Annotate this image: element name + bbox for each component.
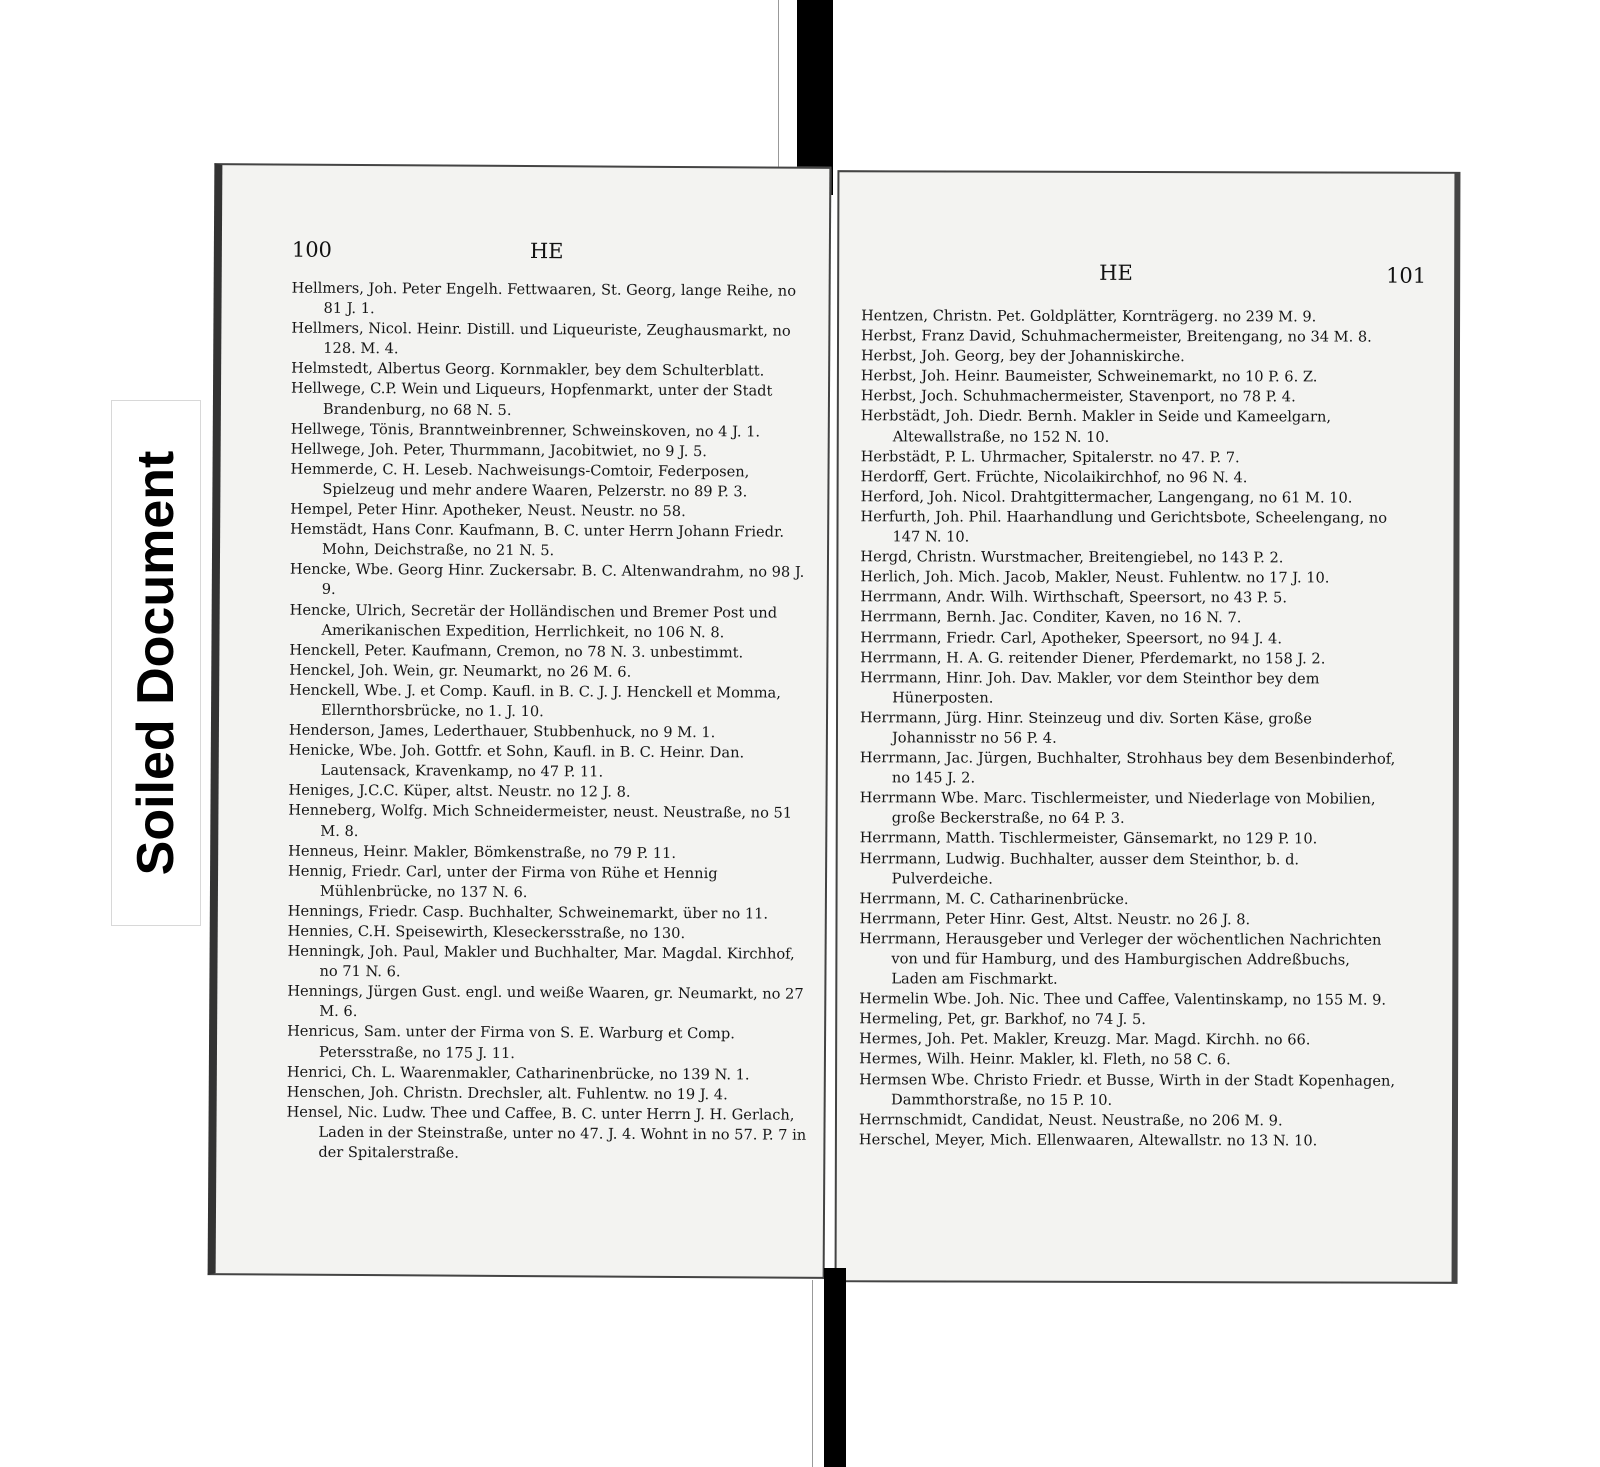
directory-entry: Herbst, Joch. Schuhmachermeister, Stavenport, no 78 P. 4. bbox=[860, 387, 1296, 406]
directory-entry: Henningk, Joh. Paul, Makler und Buchhalter, Mar. Magdal. Kirchhof, no 71 N. 6. bbox=[287, 942, 795, 981]
directory-entry: Hellwege, Tönis, Branntweinbrenner, Schweinskoven, no 4 J. 1. bbox=[290, 420, 761, 441]
page-number: 100 bbox=[291, 237, 333, 262]
directory-entry: Herbstädt, Joh. Diedr. Bernh. Makler in Seide und Kameelgarn, Altewallstraße, no 152 N. 10. bbox=[860, 407, 1332, 446]
directory-entry: Herrmann, Jac. Jürgen, Buchhalter, Strohhaus bey dem Besenbinderhof, no 145 J. 2. bbox=[859, 749, 1396, 787]
binding-strip-bottom bbox=[824, 1268, 846, 1467]
left-page bbox=[208, 163, 832, 1279]
page-number: 101 bbox=[1386, 263, 1427, 288]
directory-entry: Hellwege, C.P. Wein und Liqueurs, Hopfenmarkt, unter der Stadt Brandenburg, no 68 N. 5. bbox=[290, 380, 773, 419]
directory-entry: Henschen, Joh. Christn. Drechsler, alt. Fuhlentw. no 19 J. 4. bbox=[286, 1083, 728, 1104]
directory-entry: Herrmann, Herausgeber und Verleger der wöchentlichen Nachrichten von und für Hamburg, und des Hamburgischen Addreßbuchs, Laden am Fischmarkt. bbox=[859, 930, 1382, 988]
directory-entry: Hellmers, Nicol. Heinr. Distill. und Liqueuriste, Zeughausmarkt, no 128. M. 4. bbox=[291, 319, 791, 358]
directory-entry: Henneberg, Wolfg. Mich Schneidermeister, neust. Neustraße, no 51 M. 8. bbox=[288, 802, 793, 840]
directory-entry: Herbst, Joh. Heinr. Baumeister, Schweinemarkt, no 10 P. 6. Z. bbox=[860, 367, 1318, 386]
directory-entry: Hensel, Nic. Ludw. Thee und Caffee, B. C. unter Herrn J. H. Gerlach, Laden in der Steinstraße, unter no 47. J. 4. Wohnt in no 57. P. 7 in der Spitalerstraße. bbox=[286, 1103, 807, 1162]
directory-entry: Hermelin Wbe. Joh. Nic. Thee und Caffee, Valentinskamp, no 155 M. 9. bbox=[859, 990, 1387, 1009]
directory-entry: Hentzen, Christn. Pet. Goldplätter, Kornträgerg. no 239 M. 9. bbox=[861, 307, 1317, 326]
directory-entry: Herdorff, Gert. Früchte, Nicolaikirchhof, no 96 N. 4. bbox=[860, 467, 1248, 487]
directory-entry: Henckell, Wbe. J. et Comp. Kaufl. in B. C. J. J. Henckell et Momma, Ellernthorsbrücke, no 1. J. 10. bbox=[289, 681, 781, 721]
directory-entry: Herrmann, Matth. Tischlermeister, Gänsemarkt, no 129 P. 10. bbox=[859, 829, 1318, 848]
directory-entry: Henneus, Heinr. Makler, Bömkenstraße, no 79 P. 11. bbox=[288, 842, 677, 862]
directory-entry: Hermes, Wilh. Heinr. Makler, kl. Fleth, no 58 C. 6. bbox=[859, 1050, 1231, 1069]
directory-entry: Herrmann, Ludwig. Buchhalter, ausser dem Steinthor, b. d. Pulverdeiche. bbox=[859, 849, 1300, 888]
right-page bbox=[835, 170, 1461, 1284]
directory-entry: Hellmers, Joh. Peter Engelh. Fettwaaren, St. Georg, lange Reihe, no 81 J. 1. bbox=[291, 279, 797, 318]
page-heading: HE bbox=[1099, 260, 1133, 285]
directory-entry: Herschel, Meyer, Mich. Ellenwaaren, Altewallstr. no 13 N. 10. bbox=[858, 1131, 1318, 1150]
directory-entry: Henderson, James, Lederthauer, Stubbenhuck, no 9 M. 1. bbox=[288, 721, 716, 742]
directory-entry: Hemstädt, Hans Conr. Kaufmann, B. C. unter Herrn Johann Friedr. Mohn, Deichstraße, no 21 N. 5. bbox=[290, 520, 785, 560]
directory-entry: Hennies, C.H. Speisewirth, Kleseckersstraße, no 130. bbox=[287, 922, 686, 943]
directory-entry: Henckel, Joh. Wein, gr. Neumarkt, no 26 M. 6. bbox=[289, 661, 632, 681]
directory-entry: Hellwege, Joh. Peter, Thurmmann, Jacobitwiet, no 9 J. 5. bbox=[290, 440, 708, 460]
directory-entry: Henicke, Wbe. Joh. Gottfr. et Sohn, Kaufl. in B. C. Heinr. Dan. Lautensack, Kravenkamp, no 47 P. 11. bbox=[288, 741, 745, 781]
directory-entry: Herrmann, H. A. G. reitender Diener, Pferdemarkt, no 158 J. 2. bbox=[860, 648, 1326, 668]
directory-entry: Henricus, Sam. unter der Firma von S. E. Warburg et Comp. Petersstraße, no 175 J. 11. bbox=[287, 1023, 735, 1062]
directory-entry: Herrmann, Andr. Wilh. Wirthschaft, Speersort, no 43 P. 5. bbox=[860, 588, 1288, 607]
directory-entry: Hergd, Christn. Wurstmacher, Breitengiebel, no 143 P. 2. bbox=[860, 548, 1284, 567]
directory-entry: Hermsen Wbe. Christo Friedr. et Busse, Wirth in der Stadt Kopenhagen, Dammthorstraße, no 15 P. 10. bbox=[859, 1070, 1396, 1109]
directory-entry: Henckell, Peter. Kaufmann, Cremon, no 78 N. 3. unbestimmt. bbox=[289, 641, 744, 662]
directory-entry: Herbst, Franz David, Schuhmachermeister, Breitengang, no 34 M. 8. bbox=[861, 327, 1372, 346]
directory-entry: Hencke, Wbe. Georg Hinr. Zuckersabr. B. C. Altenwandrahm, no 98 J. 9. bbox=[289, 560, 805, 599]
directory-entry: Hennig, Friedr. Carl, unter der Firma von Rühe et Hennig Mühlenbrücke, no 137 N. 6. bbox=[288, 862, 718, 901]
directory-entry: Herrmann, Hinr. Joh. Dav. Makler, vor dem Steinthor bey dem Hünerposten. bbox=[860, 668, 1320, 707]
condition-label: Soiled Document bbox=[127, 450, 185, 876]
directory-entry: Herfurth, Joh. Phil. Haarhandlung und Gerichtsbote, Scheelengang, no 147 N. 10. bbox=[860, 508, 1388, 546]
directory-entry: Hermeling, Pet, gr. Barkhof, no 74 J. 5. bbox=[859, 1010, 1146, 1029]
directory-entry: Herford, Joh. Nicol. Drahtgittermacher, Langengang, no 61 M. 10. bbox=[860, 488, 1353, 507]
directory-entry: Hermes, Joh. Pet. Makler, Kreuzg. Mar. Magd. Kirchh. no 66. bbox=[859, 1030, 1311, 1049]
directory-entry: Herlich, Joh. Mich. Jacob, Makler, Neust. Fuhlentw. no 17 J. 10. bbox=[860, 568, 1330, 587]
directory-entry: Herrmann, Jürg. Hinr. Steinzeug und div. Sorten Käse, große Johannisstr no 56 P. 4. bbox=[860, 709, 1312, 747]
directory-entries bbox=[859, 306, 1401, 1151]
directory-entry: Herrmann, Bernh. Jac. Conditer, Kaven, no 16 N. 7. bbox=[860, 608, 1242, 627]
directory-entries bbox=[286, 279, 811, 1166]
directory-entry: Hemmerde, C. H. Leseb. Nachweisungs-Comtoir, Federposen, Spielzeug und mehr andere Waaren, Pelzerstr. no 89 P. 3. bbox=[290, 460, 750, 501]
directory-entry: Henrici, Ch. L. Waarenmakler, Catharinenbrücke, no 139 N. 1. bbox=[286, 1063, 750, 1084]
directory-entry: Herbst, Joh. Georg, bey der Johanniskirche. bbox=[860, 347, 1185, 366]
directory-entry: Heniges, J.C.C. Küper, altst. Neustr. no 12 J. 8. bbox=[288, 781, 631, 802]
directory-entry: Herrmann, Peter Hinr. Gest, Altst. Neustr. no 26 J. 8. bbox=[859, 910, 1251, 929]
directory-entry: Herrmann, M. C. Catharinenbrücke. bbox=[859, 889, 1129, 908]
directory-entry: Hennings, Jürgen Gust. engl. und weiße Waaren, gr. Neumarkt, no 27 M. 6. bbox=[287, 982, 804, 1021]
directory-entry: Herbstädt, P. L. Uhrmacher, Spitalerstr. no 47. P. 7. bbox=[860, 447, 1240, 466]
directory-entry: Hencke, Ulrich, Secretär der Holländischen und Bremer Post und Amerikanischen Expedition, Herrlichkeit, no 106 N. 8. bbox=[289, 601, 778, 641]
page-heading: HE bbox=[529, 239, 564, 264]
directory-entry: Hennings, Friedr. Casp. Buchhalter, Schweinemarkt, über no 11. bbox=[287, 902, 769, 923]
directory-entry: Herrnschmidt, Candidat, Neust. Neustraße, no 206 M. 9. bbox=[858, 1110, 1283, 1130]
directory-entry: Herrmann Wbe. Marc. Tischlermeister, und Niederlage von Mobilien, große Beckerstraße, no 64 P. 3. bbox=[859, 789, 1376, 828]
directory-entry: Hempel, Peter Hinr. Apotheker, Neust. Neustr. no 58. bbox=[290, 500, 686, 521]
spine-shadow-line bbox=[812, 1280, 813, 1467]
directory-entry: Helmstedt, Albertus Georg. Kornmakler, bey dem Schulterblatt. bbox=[291, 359, 765, 380]
directory-entry: Herrmann, Friedr. Carl, Apotheker, Speersort, no 94 J. 4. bbox=[860, 628, 1283, 647]
